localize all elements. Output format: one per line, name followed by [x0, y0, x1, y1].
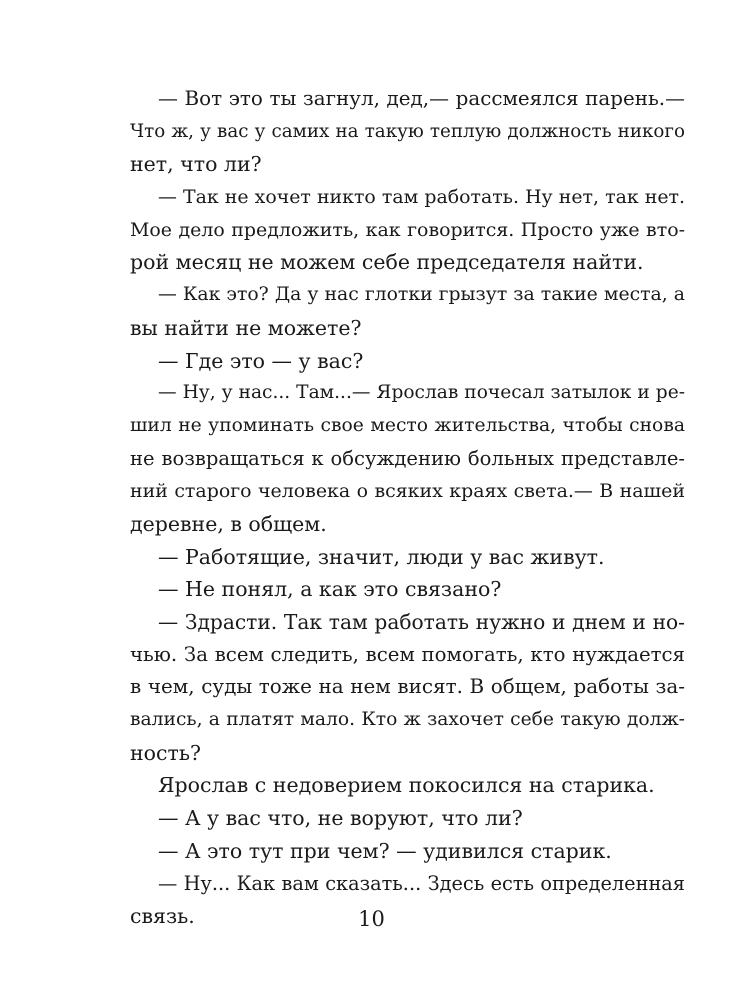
text-line: ность?: [130, 740, 201, 765]
text-line: — Ну... Как вам сказать... Здесь есть определенная: [158, 871, 685, 895]
text-line: — Ну, у нас... Там...— Ярослав почесал затылок и ре-: [158, 382, 685, 404]
text-line: Что ж, у вас у самих на такую теплую должность никого: [130, 120, 685, 142]
text-line: — Не понял, а как это связано?: [158, 577, 502, 602]
text-line: — Где это — у вас?: [158, 348, 364, 373]
text-line: рой месяц не можем себе председателя найти.: [130, 250, 644, 275]
text-line: — Как это? Да у нас глотки грызут за такие места, а: [158, 284, 685, 306]
text-line: не возвращаться к обсуждению больных представле-: [130, 446, 685, 470]
text-line: ний старого человека о всяких краях света.— В нашей: [130, 480, 685, 503]
text-line: шил не упоминать свое место жительства, чтобы снова: [130, 414, 685, 436]
text-line: чью. За всем следить, всем помогать, кто нуждается: [130, 642, 685, 666]
text-line: — Так не хочет никто там работать. Ну нет, так нет.: [158, 186, 685, 209]
text-line: вы найти не можете?: [130, 315, 362, 340]
text-line: вались, а платят мало. Кто ж захочет себе такую долж-: [130, 709, 685, 731]
page-number: 10: [358, 907, 385, 931]
text-line: — А это тут при чем? — удивился старик.: [158, 838, 612, 863]
text-line: нет, что ли?: [130, 152, 262, 177]
text-line: деревне, в общем.: [130, 511, 327, 536]
text-line: — А у вас что, не воруют, что ли?: [158, 806, 523, 831]
text-line: связь.: [130, 904, 195, 929]
text-line: — Вот это ты загнул, дед,— рассмеялся парень.—: [158, 87, 685, 110]
text-line: в чем, суды тоже на нем висят. В общем, работы за-: [130, 675, 685, 699]
text-line: — Здрасти. Так там работать нужно и днем и но-: [158, 610, 685, 634]
text-line: — Работящие, значит, люди у вас живут.: [158, 544, 605, 569]
text-line: Ярослав с недоверием покосился на старика.: [158, 773, 655, 798]
book-page-text: [130, 83, 685, 933]
text-line: Мое дело предложить, как говорится. Просто уже вто-: [130, 218, 685, 241]
